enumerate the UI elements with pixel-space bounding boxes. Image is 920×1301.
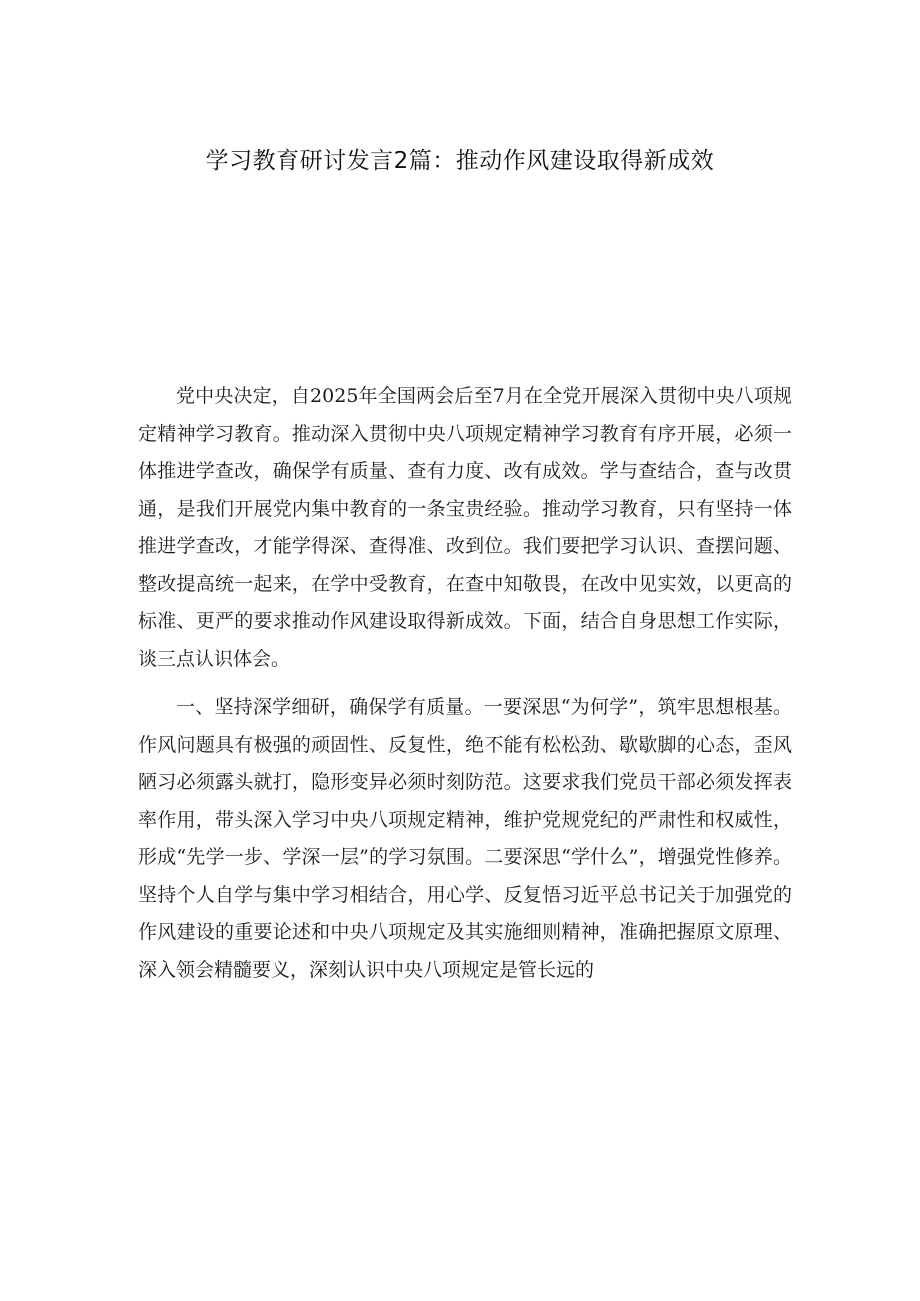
document-body [138,378,792,989]
document-title: 学习教育研讨发言2篇：推动作风建设取得新成效 [205,148,715,174]
paragraph-section-one: 一、坚持深学细研，确保学有质量。一要深思“为何学”，筑牢思想根基。作风问题具有极强的顽固性、反复性，绝不能有松松劲、歇歇脚的心态，歪风陋习必须露头就打，隐形变异必须时刻防范。这要求我们党员干部必须发挥表率作用，带头深入学习中央八项规定精神，维护党规党纪的严肃性和权威性，形成“先学一步、学深一层”的学习氛围。二要深思“学什么”，增强党性修养。坚持个人自学与集中学习相结合，用心学、反复悟习近平总书记关于加强党的作风建设的重要论述和中央八项规定及其实施细则精神，准确把握原文原理、深入领会精髓要义，深刻认识中央八项规定是管长远的 [138,696,792,981]
paragraph-intro: 党中央决定，自2025年全国两会后至7月在全党开展深入贯彻中央八项规定精神学习教育。推动深入贯彻中央八项规定精神学习教育有序开展，必须一体推进学查改，确保学有质量、查有力度、改有成效。学与查结合，查与改贯通，是我们开展党内集中教育的一条宝贵经验。推动学习教育，只有坚持一体推进学查改，才能学得深、查得准、改到位。我们要把学习认识、查摆问题、整改提高统一起来，在学中受教育，在查中知敬畏，在改中见实效，以更高的标准、更严的要求推动作风建设取得新成效。下面，结合自身思想工作实际，谈三点认识体会。 [138,385,792,670]
